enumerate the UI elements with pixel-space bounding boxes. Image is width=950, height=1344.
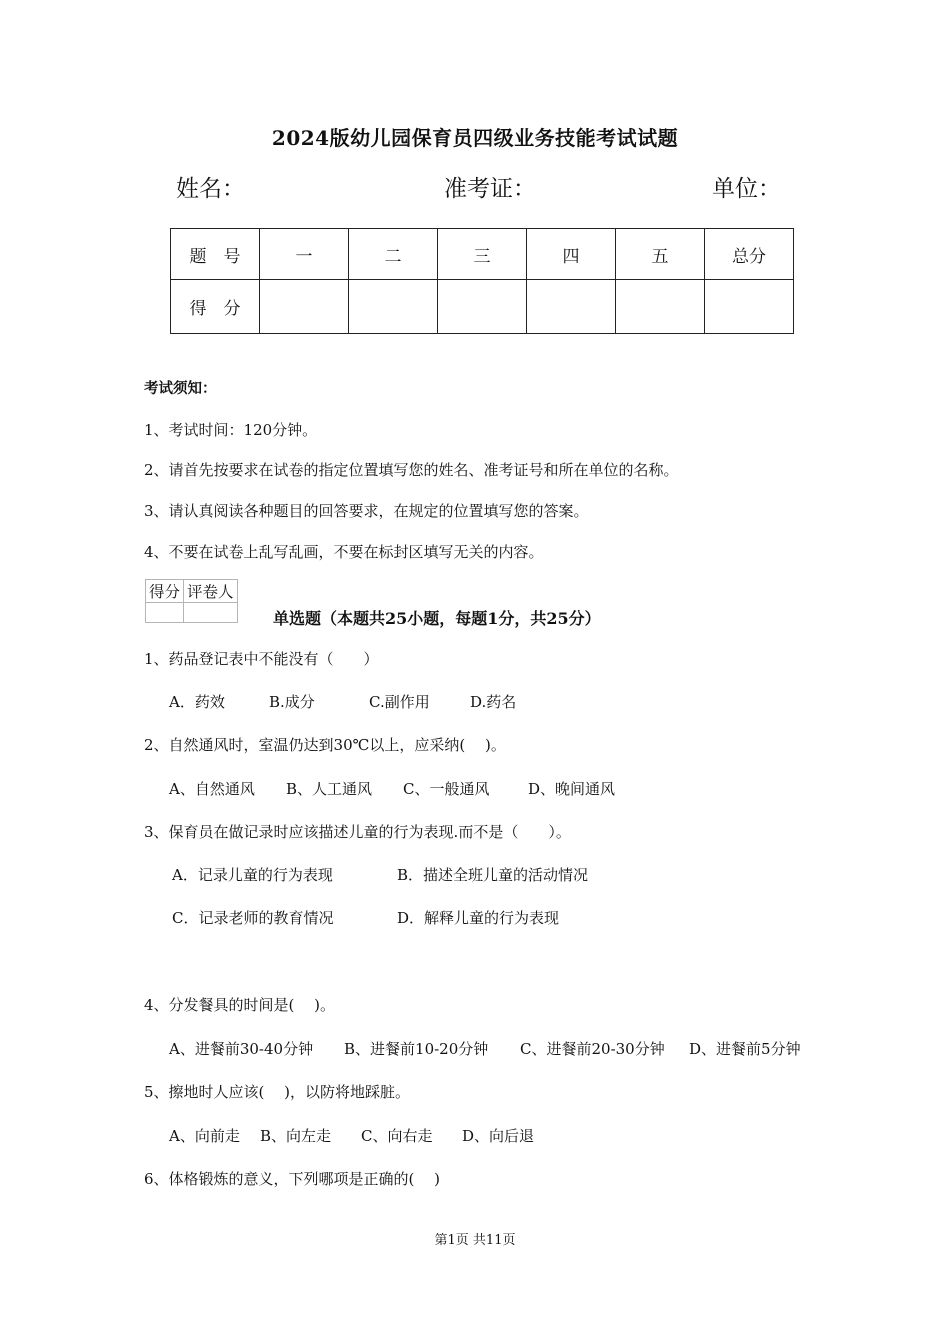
score-cell[interactable] [705, 280, 794, 334]
score-cell[interactable] [260, 280, 349, 334]
option-a[interactable]: A、进餐前30-40分钟 [169, 1040, 314, 1058]
score-header-cell: 题 号 [171, 229, 260, 280]
score-table [170, 228, 794, 334]
page-footer: 第1页 共11页 [434, 1233, 516, 1248]
option-a[interactable]: A、自然通风 [169, 780, 255, 798]
question-text: 2、自然通风时，室温仍达到30℃以上，应采纳( )。 [144, 736, 506, 754]
notice-item: 2、请首先按要求在试卷的指定位置填写您的姓名、准考证号和所在单位的名称。 [144, 461, 679, 479]
option-a[interactable]: A．药效 [169, 693, 225, 711]
grader-name-label: 评卷人 [184, 580, 238, 603]
unit-field-label: 单位： [712, 176, 781, 202]
score-header-cell: 四 [527, 229, 616, 280]
option-c[interactable]: C、一般通风 [403, 780, 490, 798]
grader-score-cell[interactable] [146, 603, 184, 623]
option-b[interactable]: B．描述全班儿童的活动情况 [397, 866, 589, 884]
score-header-cell: 五 [616, 229, 705, 280]
name-field-label: 姓名： [176, 176, 245, 202]
score-row-label: 得 分 [171, 280, 260, 334]
score-header-cell: 总分 [705, 229, 794, 280]
score-cell[interactable] [527, 280, 616, 334]
grader-name-cell[interactable] [184, 603, 238, 623]
option-a[interactable]: A．记录儿童的行为表现 [172, 866, 333, 884]
score-header-cell: 一 [260, 229, 349, 280]
score-header-cell: 三 [438, 229, 527, 280]
score-cell[interactable] [349, 280, 438, 334]
score-table-score-row [171, 280, 794, 334]
option-c[interactable]: C、向右走 [361, 1127, 433, 1145]
option-d[interactable]: D、向后退 [462, 1127, 535, 1145]
option-b[interactable]: B.成分 [269, 693, 315, 711]
section-title: 单选题（本题共25小题，每题1分，共25分） [273, 609, 601, 628]
score-cell[interactable] [616, 280, 705, 334]
option-d[interactable]: D、晚间通风 [528, 780, 616, 798]
question-text: 6、体格锻炼的意义，下列哪项是正确的( ) [144, 1170, 441, 1188]
score-table-header-row [171, 229, 794, 280]
option-d[interactable]: D、进餐前5分钟 [689, 1040, 801, 1058]
notice-item: 3、请认真阅读各种题目的回答要求，在规定的位置填写您的答案。 [144, 502, 589, 520]
exam-id-field-label: 准考证： [444, 176, 536, 202]
score-cell[interactable] [438, 280, 527, 334]
option-c[interactable]: C.副作用 [369, 693, 430, 711]
score-header-cell: 二 [349, 229, 438, 280]
option-b[interactable]: B、向左走 [260, 1127, 332, 1145]
notice-item: 1、考试时间：120分钟。 [144, 421, 318, 439]
question-text: 3、保育员在做记录时应该描述儿童的行为表现.而不是（ ）。 [144, 823, 571, 841]
option-c[interactable]: C、进餐前20-30分钟 [520, 1040, 665, 1058]
option-d[interactable]: D.药名 [470, 693, 517, 711]
grader-box [145, 579, 238, 623]
option-c[interactable]: C．记录老师的教育情况 [172, 909, 334, 927]
option-b[interactable]: B、进餐前10-20分钟 [344, 1040, 489, 1058]
question-text: 1、药品登记表中不能没有（ ） [144, 650, 379, 668]
question-text: 4、分发餐具的时间是( )。 [144, 996, 336, 1014]
option-b[interactable]: B、人工通风 [286, 780, 373, 798]
option-d[interactable]: D．解释儿童的行为表现 [397, 909, 560, 927]
question-text: 5、擦地时人应该( )，以防将地踩脏。 [144, 1083, 411, 1101]
page-title: 2024版幼儿园保育员四级业务技能考试试题 [271, 126, 679, 150]
notice-heading: 考试须知： [144, 380, 217, 397]
grader-score-label: 得分 [146, 580, 184, 603]
option-a[interactable]: A、向前走 [169, 1127, 240, 1145]
notice-item: 4、不要在试卷上乱写乱画，不要在标封区填写无关的内容。 [144, 543, 544, 561]
